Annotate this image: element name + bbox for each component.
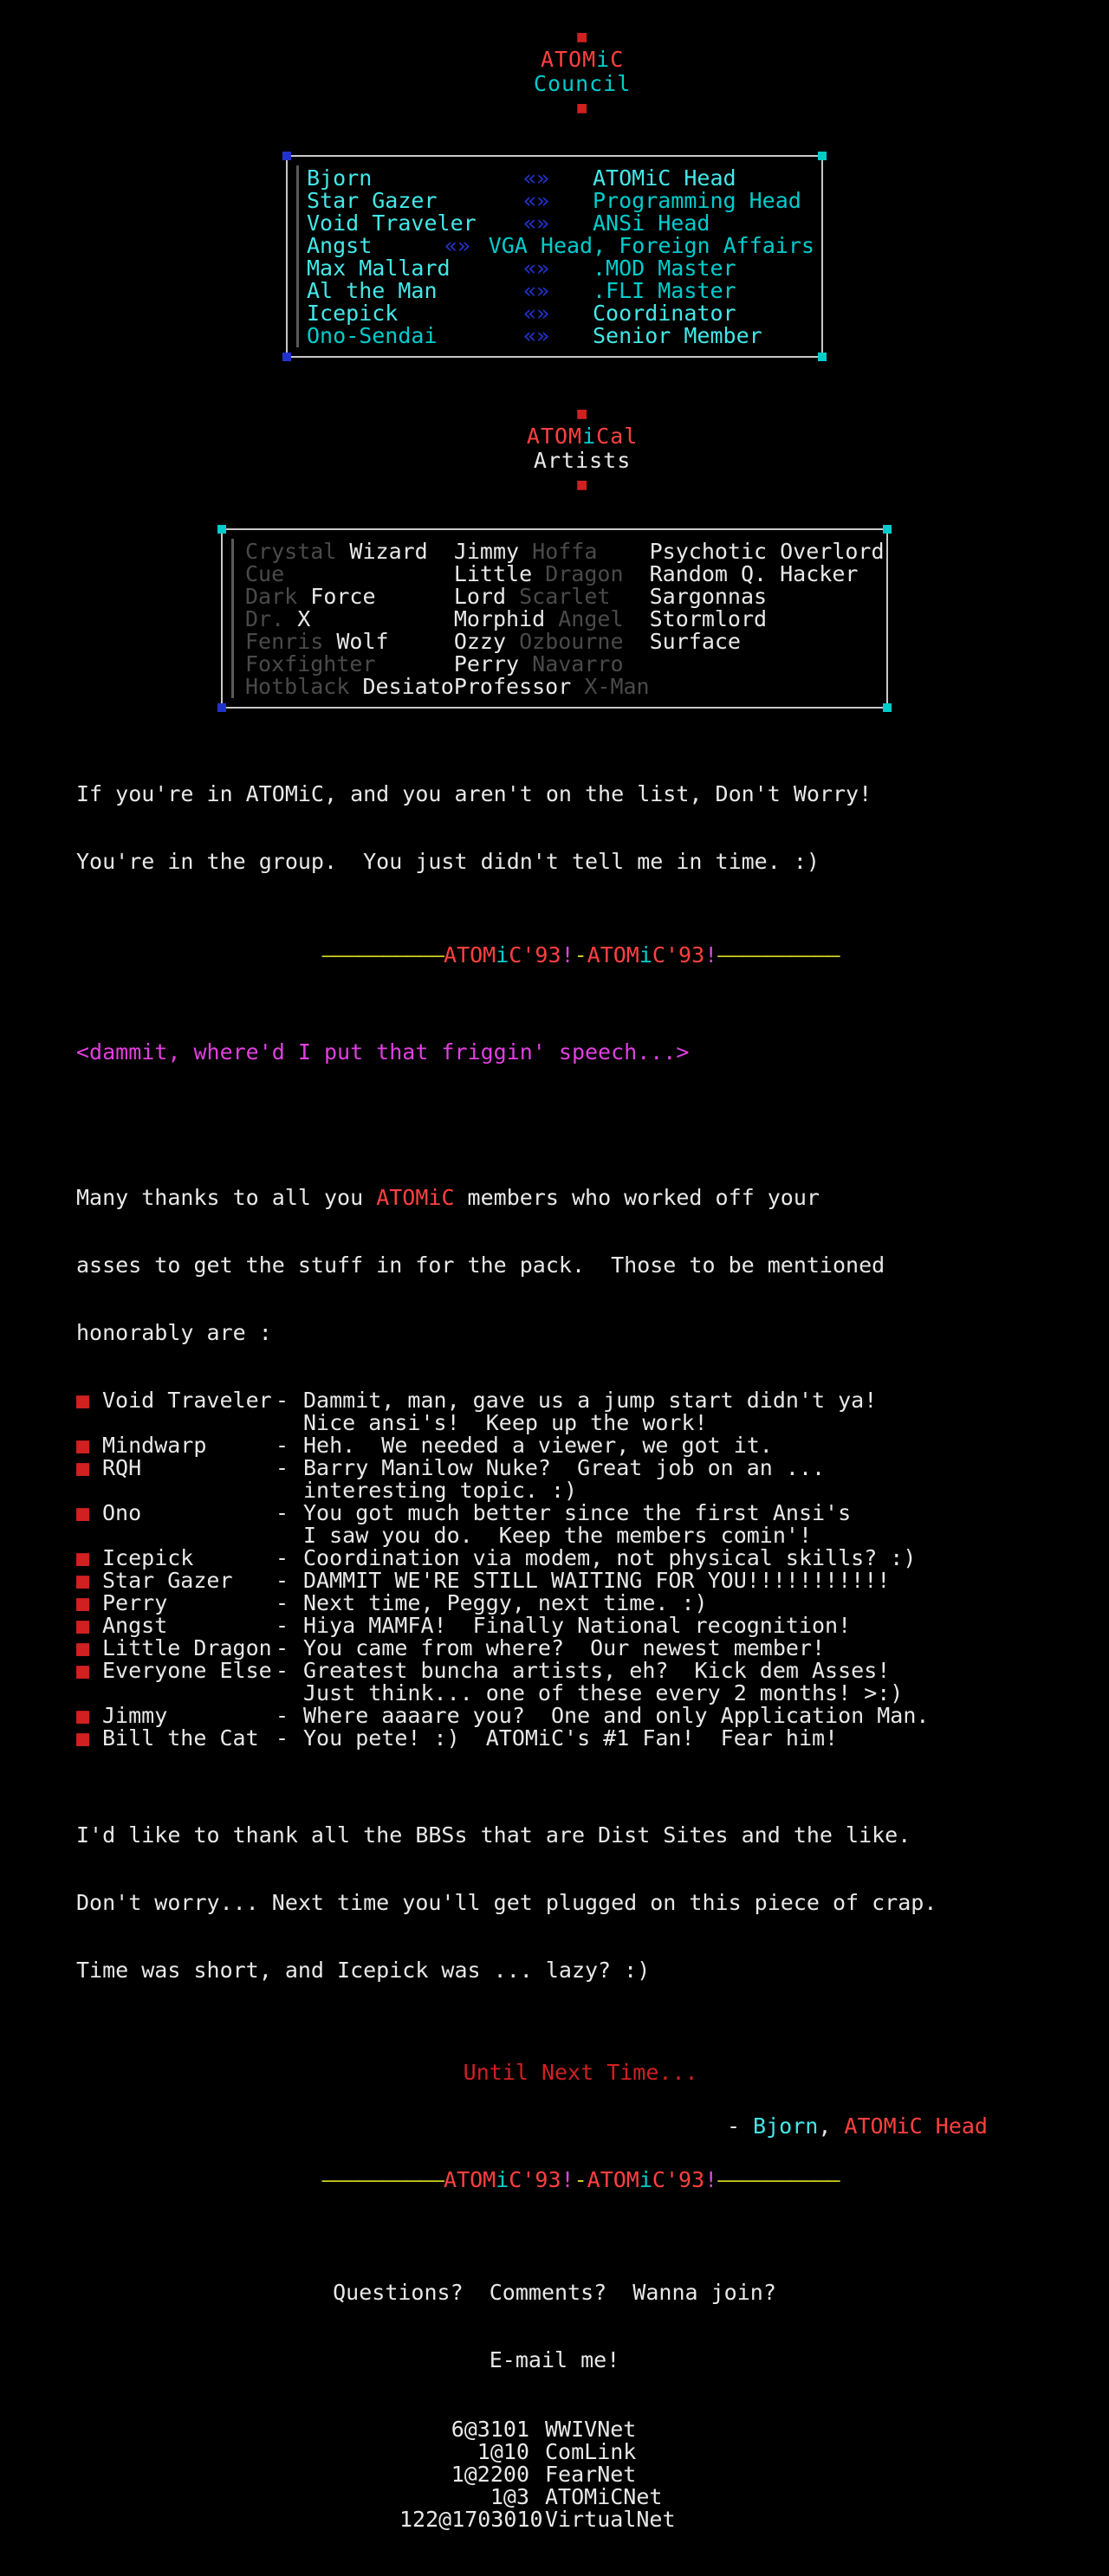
- credit-dash: -: [276, 1658, 289, 1683]
- divider-rule-bottom: [0, 2146, 1109, 2214]
- artist-name-part-1: Ozzy: [453, 629, 520, 654]
- council-arrow-icon: «»: [523, 278, 550, 303]
- artist-name: [454, 631, 650, 653]
- council-title-word: Council: [533, 70, 632, 96]
- rule-dashes-left: ——————————: [321, 942, 444, 968]
- council-title: [0, 0, 1109, 143]
- credit-message: Dammit, man, gave us a jump start didn't ya!: [303, 1388, 878, 1413]
- footer-block: [0, 2236, 1109, 2576]
- credit-who: Mindwarp: [102, 1433, 207, 1458]
- council-member-name: Ono-Sendai: [307, 323, 438, 348]
- credit-dash: -: [276, 1725, 289, 1751]
- artist-name-part-1: Jimmy: [453, 539, 533, 564]
- credit-message: You pete! :) ATOMiC's #1 Fan! Fear him!: [303, 1725, 839, 1751]
- artist-name-part-1: Professor: [453, 674, 585, 699]
- speech-line: <dammit, where'd I put that friggin' speech...>: [76, 1039, 690, 1065]
- rule-dashes-right: ——————————: [717, 942, 840, 968]
- council-arrow-icon: «»: [523, 165, 550, 191]
- artists-title: [0, 377, 1109, 520]
- netmail-network: ATOMiCNet: [545, 2484, 663, 2509]
- artists-title-i: i: [582, 424, 597, 449]
- signature-comma: ,: [818, 2113, 845, 2139]
- credit-message: Barry Manilow Nuke? Great job on an ...: [303, 1455, 826, 1480]
- credit-who: Little Dragon: [102, 1635, 272, 1660]
- council-arrow-icon: «»: [523, 301, 550, 326]
- artists-corner-top-left: [217, 525, 226, 534]
- bullet-icon: ■: [76, 1703, 90, 1728]
- rule2-bang-2: !: [704, 2167, 718, 2192]
- credit-who: Icepick: [102, 1545, 194, 1570]
- bullet-icon: ■: [76, 1388, 90, 1413]
- rule2-i-1: i: [496, 2167, 509, 2192]
- netmail-address: 1@2200: [451, 2462, 529, 2487]
- credit-who: Bill the Cat: [102, 1725, 259, 1751]
- intro-line-1: [76, 1187, 1109, 1209]
- artists-side-bar: [231, 539, 234, 698]
- credit-dash: -: [276, 1568, 289, 1593]
- council-member-row: [307, 167, 814, 190]
- artists-title-atom: ATOM: [526, 424, 583, 449]
- artist-name: [245, 540, 454, 563]
- council-member-role: VGA Head, Foreign Affairs: [488, 233, 814, 258]
- footer-questions: Questions? Comments? Wanna join?: [333, 2280, 776, 2305]
- council-member-row: [307, 212, 814, 235]
- rule2-bang-1: !: [561, 2167, 574, 2192]
- bullet-icon: ■: [76, 1658, 90, 1683]
- bullet-icon: ■: [76, 1568, 90, 1593]
- corner-top-left: [282, 152, 291, 160]
- artist-name: [245, 676, 454, 698]
- rule2-mid-dash: -: [574, 2167, 587, 2192]
- credit-message-continuation: interesting topic. :): [303, 1478, 578, 1503]
- rule2-c93-2: C'93: [652, 2167, 705, 2192]
- credit-who: Everyone Else: [102, 1658, 272, 1683]
- credit-row: [76, 1457, 1109, 1479]
- intro-text-a: Many thanks to all you: [76, 1185, 377, 1210]
- artist-name-part-1: Foxfighter: [245, 651, 376, 676]
- rule-c93-1: C'93: [509, 942, 561, 968]
- council-list: [288, 157, 821, 356]
- outro-line-3: Time was short, and Icepick was ... lazy? :): [76, 1958, 651, 1983]
- rule-mid-dash: -: [574, 942, 587, 968]
- netmail-address: 6@3101: [451, 2417, 529, 2442]
- rule2-atom-1: ATOM: [444, 2167, 496, 2192]
- credit-row: [76, 1660, 1109, 1682]
- credit-message: Hiya MAMFA! Finally National recognition!: [303, 1613, 852, 1638]
- artist-name-part-1: Cue: [245, 561, 285, 586]
- artist-name-part-2: Angel: [558, 606, 624, 631]
- notice-line-2: You're in the group. You just didn't tell me in time. :): [76, 849, 820, 874]
- credit-dash: -: [276, 1455, 289, 1480]
- intro-line-3: honorably are :: [76, 1320, 272, 1345]
- credit-dash: -: [276, 1433, 289, 1458]
- credit-row: [76, 1389, 1109, 1412]
- artist-name-part-1: Perry: [453, 651, 533, 676]
- credit-row: [76, 1637, 1109, 1660]
- corner-bottom-right: [818, 353, 827, 361]
- artist-name-part-2: Desiato: [362, 674, 454, 699]
- credit-row: [76, 1434, 1109, 1457]
- artist-name-part-2: X-Man: [584, 674, 650, 699]
- council-arrow-icon: «»: [523, 188, 550, 213]
- signature-title: ATOMiC Head: [844, 2113, 988, 2139]
- council-member-name: Al the Man: [307, 278, 438, 303]
- council-title-c: C: [610, 47, 625, 72]
- until-next-time-text: Until Next Time...: [463, 2060, 698, 2085]
- artist-name-part-2: Navarro: [532, 651, 624, 676]
- netmail-row: [0, 2463, 1109, 2486]
- artist-name-part-1: Crystal: [245, 539, 350, 564]
- artist-name-part-2: Wizard: [349, 539, 428, 564]
- council-member-role: ANSi Head: [593, 210, 710, 236]
- artist-name-part-2: Scarlet: [519, 584, 611, 609]
- artist-name: [245, 608, 454, 631]
- corner-top-right: [818, 152, 827, 160]
- netmail-row: [0, 2508, 1109, 2531]
- credit-message: Greatest buncha artists, eh? Kick dem Asses!: [303, 1658, 891, 1683]
- council-member-name: Icepick: [307, 301, 399, 326]
- artist-name: Psychotic Overlord: [649, 539, 885, 564]
- credit-who: Star Gazer: [102, 1568, 233, 1593]
- artist-name-part-1: Hotblack: [245, 674, 363, 699]
- title-marker-right: ■: [577, 99, 588, 117]
- credit-message-continuation: Just think... one of these every 2 months! >:): [303, 1680, 904, 1705]
- rule2-c93-1: C'93: [509, 2167, 561, 2192]
- bullet-icon: ■: [76, 1455, 90, 1480]
- credit-dash: -: [276, 1545, 289, 1570]
- signature-name: Bjorn: [753, 2113, 819, 2139]
- artists-title-word: Artists: [533, 447, 632, 473]
- artist-name: [245, 631, 454, 653]
- credit-dash: -: [276, 1388, 289, 1413]
- artist-name-part-1: Dark: [245, 584, 311, 609]
- intro-line-2: asses to get the stuff in for the pack. Those to be mentioned: [76, 1252, 885, 1278]
- artist-name-part-1: Fenris: [245, 629, 337, 654]
- credit-message: You got much better since the first Ansi's: [303, 1500, 852, 1525]
- artist-name-part-2: X: [297, 606, 311, 631]
- credit-who: RQH: [102, 1455, 142, 1480]
- credit-dash: -: [276, 1590, 289, 1615]
- intro-block: [0, 1142, 1109, 1389]
- credit-message-continuation: Nice ansi's! Keep up the work!: [303, 1410, 708, 1435]
- artist-name-part-2: Force: [310, 584, 376, 609]
- credit-dash: -: [276, 1635, 289, 1660]
- credit-who: Perry: [102, 1590, 168, 1615]
- council-member-name: Bjorn: [307, 165, 373, 191]
- council-member-name: Max Mallard: [307, 256, 451, 281]
- netmail-address: 1@10: [477, 2439, 529, 2464]
- rule2-i-2: i: [639, 2167, 652, 2192]
- credit-who: Angst: [102, 1613, 168, 1638]
- artist-name: Surface: [649, 629, 741, 654]
- artist-name-part-2: Wolf: [336, 629, 389, 654]
- bullet-icon: ■: [76, 1613, 90, 1638]
- council-title-i: i: [596, 47, 611, 72]
- artist-name-part-1: Dr.: [245, 606, 298, 631]
- bullet-icon: ■: [76, 1635, 90, 1660]
- rule2-dashes-left: ——————————: [321, 2167, 444, 2192]
- council-member-row: [307, 190, 814, 212]
- council-member-role: Programming Head: [593, 188, 801, 213]
- artist-name: Stormlord: [649, 606, 768, 631]
- netmail-network: WWIVNet: [545, 2417, 637, 2442]
- credit-row: [76, 1615, 1109, 1637]
- artist-name: [454, 676, 650, 698]
- artist-name: [454, 586, 650, 608]
- artists-box: [221, 528, 888, 709]
- council-member-role: ATOMiC Head: [593, 165, 736, 191]
- credit-row: [76, 1547, 1109, 1570]
- council-title-atom: ATOM: [540, 47, 597, 72]
- rule2-dashes-right: ——————————: [717, 2167, 840, 2192]
- outro-line-2: Don't worry... Next time you'll get plugged on this piece of crap.: [76, 1890, 937, 1915]
- credit-message: Coordination via modem, not physical skills? :): [303, 1545, 917, 1570]
- bullet-icon: ■: [76, 1433, 90, 1458]
- artists-corner-bottom-left: [217, 703, 226, 712]
- council-member-row: [307, 280, 814, 302]
- council-member-role: .FLI Master: [593, 278, 736, 303]
- credit-row: [76, 1705, 1109, 1727]
- outro-block: [0, 1779, 1109, 2027]
- credit-message-continuation: I saw you do. Keep the members comin'!: [303, 1523, 812, 1548]
- signature: [0, 2115, 1109, 2138]
- bullet-icon: ■: [76, 1725, 90, 1751]
- artists-column-3: [650, 540, 885, 698]
- council-box-wrapper: [286, 155, 823, 358]
- netmail-row: [0, 2418, 1109, 2441]
- artist-name-part-1: Morphid: [453, 606, 559, 631]
- rule-c93-2: C'93: [652, 942, 705, 968]
- credit-who: Ono: [102, 1500, 142, 1525]
- footer-email: E-mail me!: [489, 2347, 620, 2372]
- council-arrow-icon: «»: [523, 256, 550, 281]
- council-arrow-icon: «»: [444, 233, 470, 258]
- netmail-list: [0, 2418, 1109, 2531]
- rule-bang-2: !: [704, 942, 718, 968]
- council-member-row: [307, 325, 814, 347]
- outro-line-1: I'd like to thank all the BBSs that are Dist Sites and the like.: [76, 1822, 911, 1848]
- intro-text-b: members who worked off your: [454, 1185, 820, 1210]
- artist-name: [454, 563, 650, 586]
- credit-row: [76, 1502, 1109, 1524]
- credit-who: Jimmy: [102, 1703, 168, 1728]
- rule-atom-2: ATOM: [587, 942, 639, 968]
- artists-title-cal: Cal: [596, 424, 639, 449]
- corner-bottom-left: [282, 353, 291, 361]
- artists-corner-top-right: [883, 525, 892, 534]
- artist-name-part-2: Hoffa: [532, 539, 598, 564]
- artist-name-part-2: Ozbourne: [519, 629, 624, 654]
- credit-dash: -: [276, 1500, 289, 1525]
- council-member-name: Angst: [307, 233, 373, 258]
- rule2-atom-2: ATOM: [587, 2167, 639, 2192]
- artist-name-part-2: Dragon: [545, 561, 624, 586]
- divider-rule-top: [0, 922, 1109, 989]
- artist-name: [454, 653, 650, 676]
- artist-name: Random Q. Hacker: [649, 561, 859, 586]
- council-arrow-icon: «»: [523, 210, 550, 236]
- credit-message: Heh. We needed a viewer, we got it.: [303, 1433, 773, 1458]
- credit-dash: -: [276, 1613, 289, 1638]
- rule-atom-1: ATOM: [444, 942, 496, 968]
- credit-message: Where aaaare you? One and only Application Man.: [303, 1703, 930, 1728]
- council-member-name: Star Gazer: [307, 188, 438, 213]
- rule-i-1: i: [496, 942, 509, 968]
- credit-who: Void Traveler: [102, 1388, 272, 1413]
- council-box: [286, 155, 823, 358]
- signature-dash: -: [726, 2113, 754, 2139]
- artists-box-wrapper: [221, 528, 888, 709]
- credit-message: DAMMIT WE'RE STILL WAITING FOR YOU!!!!!!!!!!!: [303, 1568, 891, 1593]
- artists-marker-right: ■: [577, 476, 588, 494]
- artist-name: [245, 563, 454, 586]
- artist-name: [245, 653, 454, 676]
- council-member-row: [307, 257, 814, 280]
- artists-column-2: [454, 540, 650, 698]
- council-member-role: Senior Member: [593, 323, 762, 348]
- artist-name-part-1: Lord: [453, 584, 520, 609]
- artist-name-part-1: Little: [453, 561, 546, 586]
- council-member-row: [307, 235, 814, 257]
- credit-row: [76, 1570, 1109, 1592]
- artist-name: [245, 586, 454, 608]
- council-arrow-icon: «»: [523, 323, 550, 348]
- artist-name: [454, 540, 650, 563]
- credit-message: You came from where? Our newest member!: [303, 1635, 826, 1660]
- bullet-icon: ■: [76, 1590, 90, 1615]
- intro-atomic: ATOMiC: [376, 1185, 455, 1210]
- netmail-row: [0, 2441, 1109, 2463]
- notice-block: [0, 738, 1109, 918]
- artists-marker-left: ■: [577, 404, 588, 423]
- council-member-role: Coordinator: [593, 301, 736, 326]
- bullet-icon: ■: [76, 1500, 90, 1525]
- speech-block: [0, 996, 1109, 1109]
- title-marker-left: ■: [577, 27, 588, 46]
- netmail-network: VirtualNet: [545, 2507, 676, 2532]
- bullet-icon: ■: [76, 1545, 90, 1570]
- credits-list: [0, 1389, 1109, 1750]
- council-member-row: [307, 302, 814, 325]
- rule-i-2: i: [639, 942, 652, 968]
- credit-row: [76, 1592, 1109, 1615]
- credit-row: [76, 1727, 1109, 1750]
- rule-bang-1: !: [561, 942, 574, 968]
- artists-columns: [223, 530, 886, 707]
- netmail-row: [0, 2486, 1109, 2508]
- council-member-name: Void Traveler: [307, 210, 477, 236]
- credit-message: Next time, Peggy, next time. :): [303, 1590, 708, 1615]
- artist-name: [454, 608, 650, 631]
- artist-name: Sargonnas: [649, 584, 768, 609]
- netmail-address: 1@3: [490, 2484, 529, 2509]
- artists-corner-bottom-right: [883, 703, 892, 712]
- netmail-network: ComLink: [545, 2439, 637, 2464]
- netmail-address: 122@1703010: [399, 2507, 543, 2532]
- council-member-role: .MOD Master: [593, 256, 736, 281]
- until-next-time: [0, 2039, 1109, 2107]
- artists-column-1: [245, 540, 454, 698]
- council-side-bar: [296, 165, 299, 347]
- netmail-network: FearNet: [545, 2462, 637, 2487]
- credit-dash: -: [276, 1703, 289, 1728]
- notice-line-1: If you're in ATOMiC, and you aren't on the list, Don't Worry!: [76, 781, 872, 806]
